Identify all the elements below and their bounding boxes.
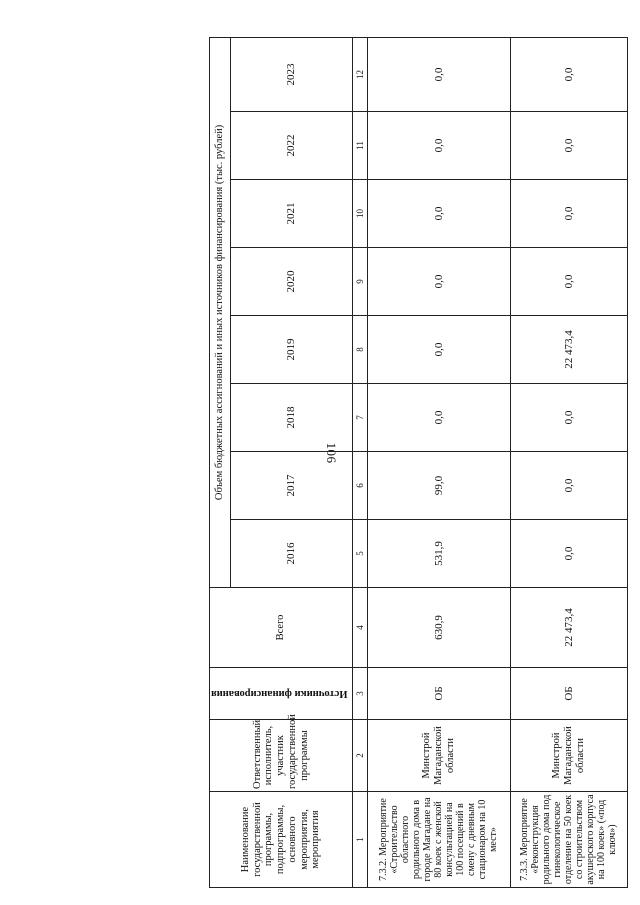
row-year-value: 531,9 [368, 520, 510, 588]
header-source-label: Источники финансирования [211, 688, 348, 700]
column-number: 10 [353, 180, 368, 248]
row-responsible: Минстрой Магаданской области [510, 720, 627, 792]
column-number: 4 [353, 588, 368, 668]
column-number: 8 [353, 316, 368, 384]
column-number: 7 [353, 384, 368, 452]
row-source: ОБ [368, 668, 510, 720]
row-year-value: 0,0 [368, 37, 510, 111]
header-year: 2021 [231, 180, 353, 248]
column-number: 1 [353, 792, 368, 888]
row-total: 22 473,4 [510, 588, 627, 668]
header-name: Наименование государственной программы, подпрограммы, основного мероприятия, мероприятия [210, 792, 353, 888]
page-number: 106 [324, 442, 339, 464]
row-year-value: 0,0 [510, 384, 627, 452]
row-year-value: 0,0 [368, 384, 510, 452]
row-year-value: 0,0 [510, 37, 627, 111]
row-total: 630,9 [368, 588, 510, 668]
column-number: 12 [353, 37, 368, 111]
table-row [368, 37, 510, 887]
header-year: 2022 [231, 112, 353, 180]
column-number: 3 [353, 668, 368, 720]
header-source [210, 668, 353, 720]
column-number-row [353, 37, 368, 887]
header-year: 2023 [231, 37, 353, 111]
header-year: 2017 [231, 452, 353, 520]
row-year-value: 0,0 [368, 248, 510, 316]
header-responsible: Ответственный исполнитель, участник государственной программы [210, 720, 353, 792]
column-number: 5 [353, 520, 368, 588]
row-name: 7.3.2. Мероприятие «Строительство областного родильного дома в городе Магадане на 80 коек с женской консультацией на 100 посещений в смену с дневным стационаром на 10 мест» [368, 792, 510, 888]
row-year-value: 99,0 [368, 452, 510, 520]
row-year-value: 22 473,4 [510, 316, 627, 384]
row-year-value: 0,0 [510, 112, 627, 180]
row-year-value: 0,0 [368, 316, 510, 384]
header-year: 2020 [231, 248, 353, 316]
header-year: 2019 [231, 316, 353, 384]
header-year: 2016 [231, 520, 353, 588]
header-volume: Объем бюджетных ассигнований и иных источников финансирования (тыс. рублей) [210, 37, 231, 587]
row-source: ОБ [510, 668, 627, 720]
table-row [510, 37, 627, 887]
column-number: 9 [353, 248, 368, 316]
row-year-value: 0,0 [368, 112, 510, 180]
budget-table [209, 37, 628, 888]
header-total: Всего [210, 588, 353, 668]
row-year-value: 0,0 [368, 180, 510, 248]
budget-table-container [209, 38, 619, 888]
column-number: 6 [353, 452, 368, 520]
row-responsible: Минстрой Магаданской области [368, 720, 510, 792]
row-name: 7.3.3. Мероприятие «Реконструкция родильного дома под гинекологическое отделение на 50 коек со строительством акушерского корпуса на 100 коек» («под ключ») [510, 792, 627, 888]
row-year-value: 0,0 [510, 452, 627, 520]
row-year-value: 0,0 [510, 248, 627, 316]
row-year-value: 0,0 [510, 520, 627, 588]
row-year-value: 0,0 [510, 180, 627, 248]
header-year: 2018 [231, 384, 353, 452]
column-number: 11 [353, 112, 368, 180]
column-number: 2 [353, 720, 368, 792]
